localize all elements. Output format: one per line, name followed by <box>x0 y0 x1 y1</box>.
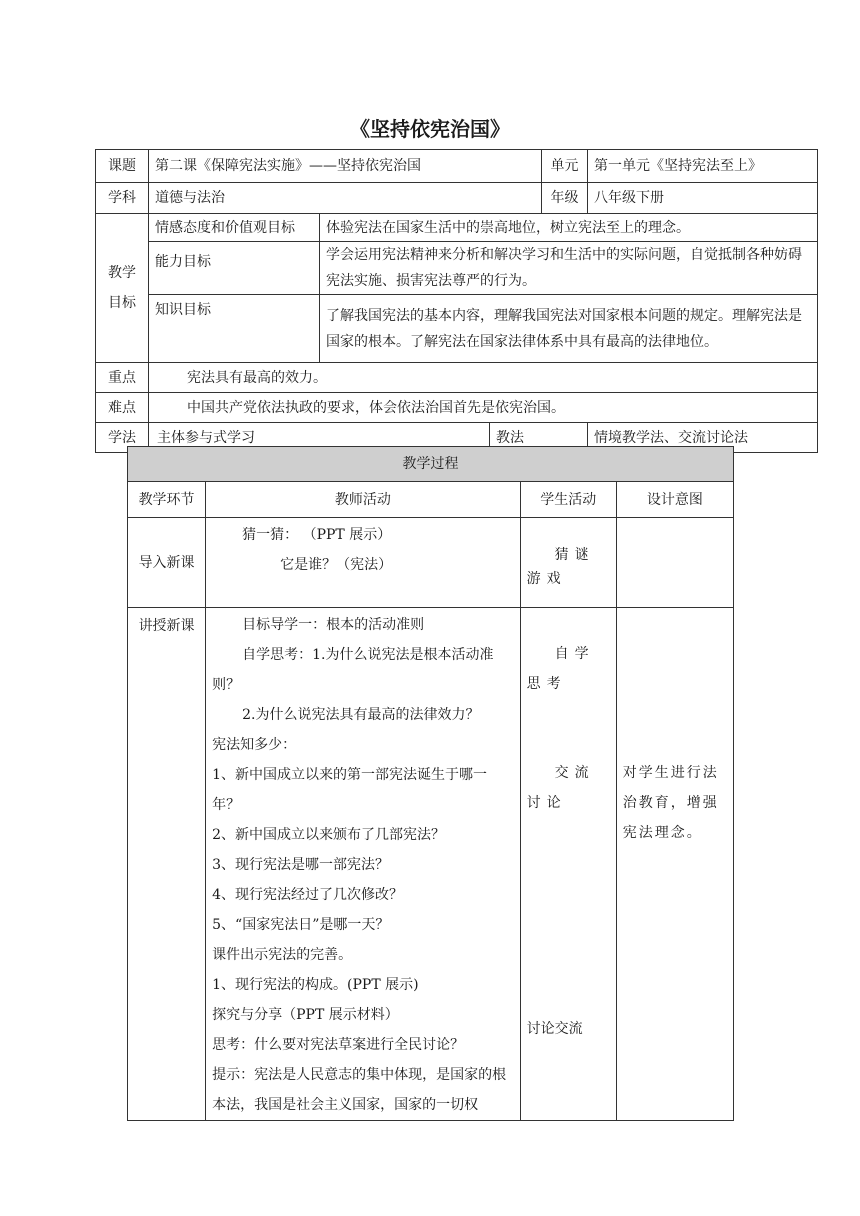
student-line: 讨论交流 <box>526 1021 583 1037</box>
topic-label: 课题 <box>96 150 149 183</box>
goals-label: 教学目标 <box>96 214 149 363</box>
column-header: 教师活动 <box>206 482 521 518</box>
student-activity: 猜谜游戏 <box>520 518 616 608</box>
teach-method-value: 情境教学法、交流讨论法 <box>588 423 818 453</box>
unit-value: 第一单元《坚持宪法至上》 <box>588 150 818 183</box>
stage-cell: 讲授新课 <box>128 608 206 1121</box>
teaching-process-table <box>127 446 734 1121</box>
stage-cell: 导入新课 <box>128 518 206 608</box>
goal-name: 知识目标 <box>149 295 320 363</box>
unit-label: 单元 <box>542 150 588 183</box>
teacher-line: 思考：什么要对宪法草案进行全民讨论？ <box>212 1037 465 1053</box>
teacher-line: 它是谁？（宪法） <box>280 557 393 573</box>
key-label: 重点 <box>96 363 149 393</box>
teacher-line: 宪法知多少： <box>212 737 297 753</box>
grade-label: 年级 <box>542 183 588 214</box>
teacher-line: 2、新中国成立以来颁布了几部宪法？ <box>212 827 446 843</box>
document-title: 《坚持依宪治国》 <box>350 117 510 141</box>
table-row <box>128 518 734 608</box>
teacher-line: 目标导学一：根本的活动准则 <box>242 617 425 633</box>
student-line: 自学思考 <box>526 646 595 692</box>
teacher-line: 自学思考：1.为什么说宪法是根本活动准则？ <box>212 647 494 693</box>
subject-value: 道德与法治 <box>149 183 542 214</box>
goal-text: 体验宪法在国家生活中的崇高地位，树立宪法至上的理念。 <box>320 214 818 242</box>
grade-value: 八年级下册 <box>588 183 818 214</box>
column-header: 教学环节 <box>128 482 206 518</box>
goal-name: 能力目标 <box>149 242 320 295</box>
teacher-activity <box>206 608 521 1121</box>
teacher-line: 课件出示宪法的完善。 <box>212 947 353 963</box>
process-header: 教学过程 <box>128 447 734 482</box>
teacher-line: 探究与分享（PPT 展示材料） <box>212 1007 399 1023</box>
student-line: 交流讨论 <box>526 765 595 811</box>
intent-cell <box>616 518 733 608</box>
column-header: 设计意图 <box>616 482 733 518</box>
teacher-line: 1、新中国成立以来的第一部宪法诞生于哪一年？ <box>212 767 488 813</box>
teacher-line: 2.为什么说宪法具有最高的法律效力？ <box>242 707 480 723</box>
teacher-activity <box>206 518 521 608</box>
teacher-line: 5、“国家宪法日”是哪一天？ <box>212 917 390 933</box>
teacher-line: 1、现行宪法的构成。(PPT 展示) <box>212 977 419 993</box>
key-value: 宪法具有最高的效力。 <box>149 363 818 393</box>
teacher-line: 3、现行宪法是哪一部宪法？ <box>212 857 390 873</box>
table-row <box>128 608 734 1121</box>
teach-method-label: 教法 <box>490 423 588 453</box>
learn-method-value: 主体参与式学习 <box>149 423 490 453</box>
intent-text: 对学生进行法治教育，增强宪法理念。 <box>622 765 719 841</box>
teacher-line: 提示：宪法是人民意志的集中体现，是国家的根本法，我国是社会主义国家，国家的一切权 <box>212 1067 507 1113</box>
intent-cell <box>616 608 733 1121</box>
teacher-line: 4、现行宪法经过了几次修改？ <box>212 887 404 903</box>
student-activity <box>520 608 616 1121</box>
teacher-line: 猜一猜： （PPT 展示） <box>242 527 392 543</box>
difficulty-label: 难点 <box>96 393 149 423</box>
subject-label: 学科 <box>96 183 149 214</box>
topic-value: 第二课《保障宪法实施》——坚持依宪治国 <box>149 150 542 183</box>
difficulty-value: 中国共产党依法执政的要求，体会依法治国首先是依宪治国。 <box>149 393 818 423</box>
learn-method-label: 学法 <box>96 423 149 453</box>
goal-text: 学会运用宪法精神来分析和解决学习和生活中的实际问题，自觉抵制各种妨碍宪法实施、损害宪法尊严的行为。 <box>320 242 818 295</box>
lesson-info-table <box>95 149 818 453</box>
goal-name: 情感态度和价值观目标 <box>149 214 320 242</box>
column-header: 学生活动 <box>520 482 616 518</box>
goal-text: 了解我国宪法的基本内容，理解我国宪法对国家根本问题的规定。理解宪法是国家的根本。了解宪法在国家法律体系中具有最高的法律地位。 <box>320 295 818 363</box>
